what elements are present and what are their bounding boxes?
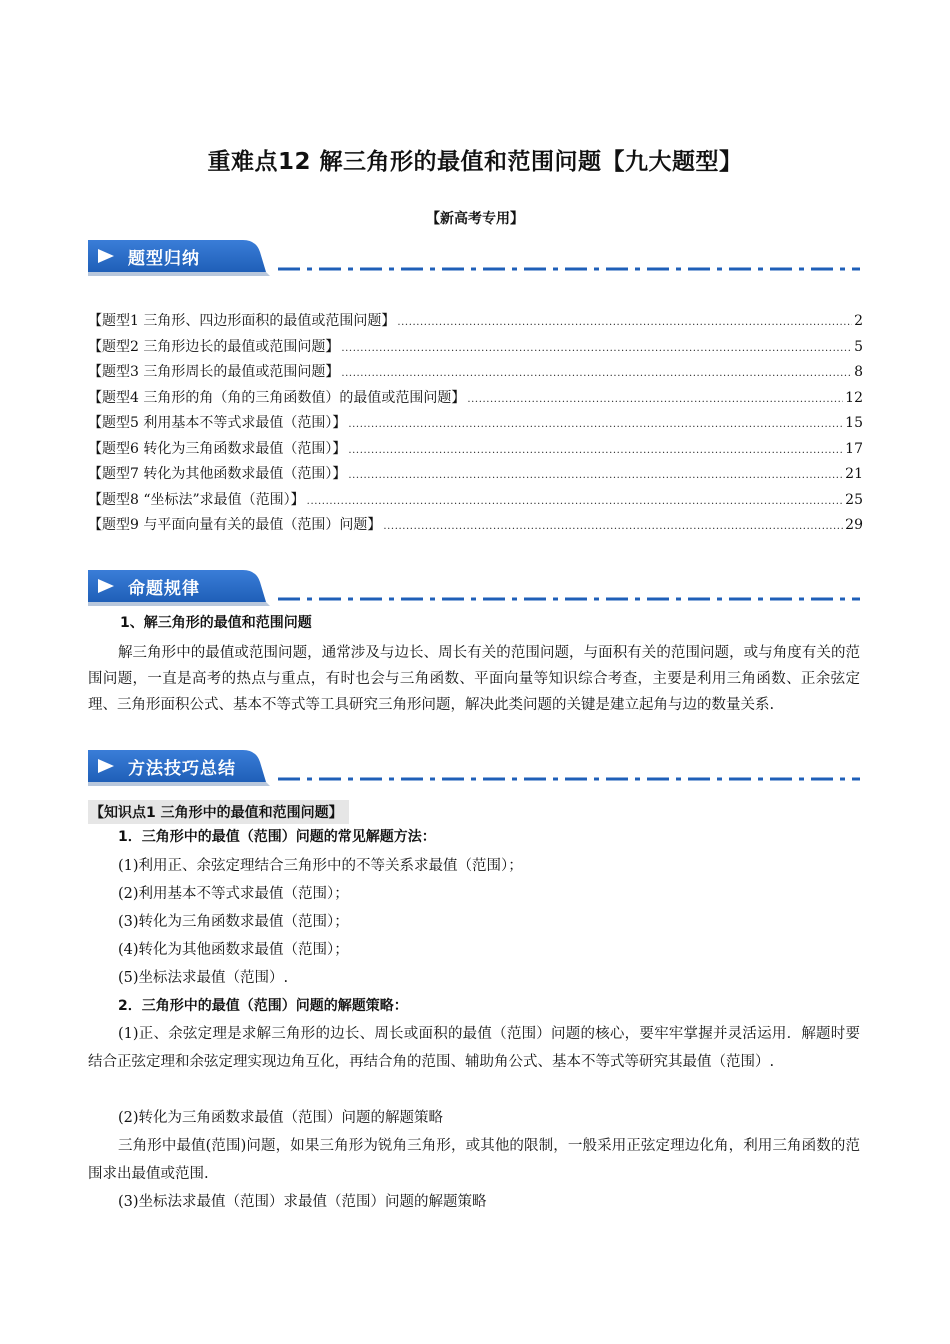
method-item: (5)坐标法求最值（范围）. <box>118 970 289 986</box>
method-item: (4)转化为其他函数求最值（范围）； <box>118 942 349 958</box>
toc-entry[interactable] <box>88 361 863 387</box>
toc-entry-page: 15 <box>845 415 863 431</box>
toc-entry-page: 21 <box>845 466 863 482</box>
toc-entry[interactable] <box>88 463 863 489</box>
banner-graphic <box>88 568 860 608</box>
method-item: (2)利用基本不等式求最值（范围）； <box>118 886 349 902</box>
banner-label: 命题规律 <box>128 579 200 599</box>
toc-entry-page: 25 <box>845 491 863 508</box>
banner-label: 方法技巧总结 <box>128 759 236 779</box>
toc-entry[interactable] <box>88 310 863 336</box>
toc-entry-page: 29 <box>845 517 863 533</box>
toc-entry-label: 【题型1 三角形、四边形面积的最值或范围问题】 <box>88 313 396 329</box>
toc-entry-label: 【题型9 与平面向量有关的最值（范围）问题】 <box>88 517 382 533</box>
toc-entry[interactable] <box>88 387 863 413</box>
toc-entry-label: 【题型2 三角形边长的最值或范围问题】 <box>88 338 340 355</box>
section-banner-methods <box>88 748 860 788</box>
toc-entry-label: 【题型7 转化为其他函数求最值（范围）】 <box>88 466 347 482</box>
toc-entry-label: 【题型8 “坐标法”求最值（范围）】 <box>88 491 305 508</box>
banner-label: 题型归纳 <box>128 249 200 269</box>
toc-entry-label: 【题型4 三角形的角（角的三角函数值）的最值或范围问题】 <box>88 389 466 406</box>
strategy-2-title: (2)转化为三角函数求最值（范围）问题的解题策略 <box>118 1110 444 1126</box>
toc-entry[interactable] <box>88 489 863 515</box>
strategy-2-body: 三角形中最值(范围)问题，如果三角形为锐角三角形，或其他的限制，一般采用正弦定理边化角，利用三角函数的范围求出最值或范围. <box>88 1138 860 1182</box>
toc-entry-page: 5 <box>854 338 863 355</box>
page-title: 重难点12 解三角形的最值和范围问题【九大题型】 <box>207 149 743 175</box>
toc-entry-page: 8 <box>854 364 863 380</box>
toc-entry-page: 17 <box>845 440 863 457</box>
toc-entry[interactable] <box>88 514 863 540</box>
section-banner-rules <box>88 568 860 608</box>
toc-entry-page: 12 <box>845 389 863 406</box>
page-subtitle: 【新高考专用】 <box>426 211 524 227</box>
section-banner-types <box>88 238 860 278</box>
method-item: (1)利用正、余弦定理结合三角形中的不等关系求最值（范围）； <box>118 858 523 874</box>
method-item: (3)转化为三角函数求最值（范围）； <box>118 914 349 930</box>
rules-heading: 1、解三角形的最值和范围问题 <box>120 615 312 631</box>
strategy-1: (1)正、余弦定理是求解三角形的边长、周长或面积的最值（范围）问题的核心，要牢牢掌握并灵活运用．解题时要结合正弦定理和余弦定理实现边角互化，再结合角的范围、辅助角公式、基本不等式等研究其最值（范围）. <box>88 1026 860 1070</box>
table-of-contents <box>88 310 863 540</box>
knowledge-heading-2: 2．三角形中的最值（范围）问题的解题策略： <box>118 998 408 1014</box>
strategy-3-title: (3)坐标法求最值（范围）求最值（范围）问题的解题策略 <box>118 1194 487 1210</box>
toc-entry[interactable] <box>88 412 863 438</box>
toc-entry[interactable] <box>88 336 863 362</box>
knowledge-point-label: 【知识点1 三角形中的最值和范围问题】 <box>88 800 349 824</box>
toc-entry-label: 【题型5 利用基本不等式求最值（范围）】 <box>88 415 347 431</box>
toc-entry[interactable] <box>88 438 863 464</box>
knowledge-heading-1: 1．三角形中的最值（范围）问题的常见解题方法： <box>118 829 436 845</box>
rules-body: 解三角形中的最值或范围问题，通常涉及与边长、周长有关的范围问题，与面积有关的范围问题，或与角度有关的范围问题，一直是高考的热点与重点，有时也会与三角函数、平面向量等知识综合考查，主要是利用三角函数、正余弦定理、三角形面积公式、基本不等式等工具研究三角形问题，解决此类问题的关键是建立起角与边的数量关系. <box>88 645 860 713</box>
banner-graphic <box>88 238 860 278</box>
toc-entry-page: 2 <box>854 313 863 329</box>
toc-entry-label: 【题型3 三角形周长的最值或范围问题】 <box>88 364 340 380</box>
toc-entry-label: 【题型6 转化为三角函数求最值（范围）】 <box>88 440 347 457</box>
